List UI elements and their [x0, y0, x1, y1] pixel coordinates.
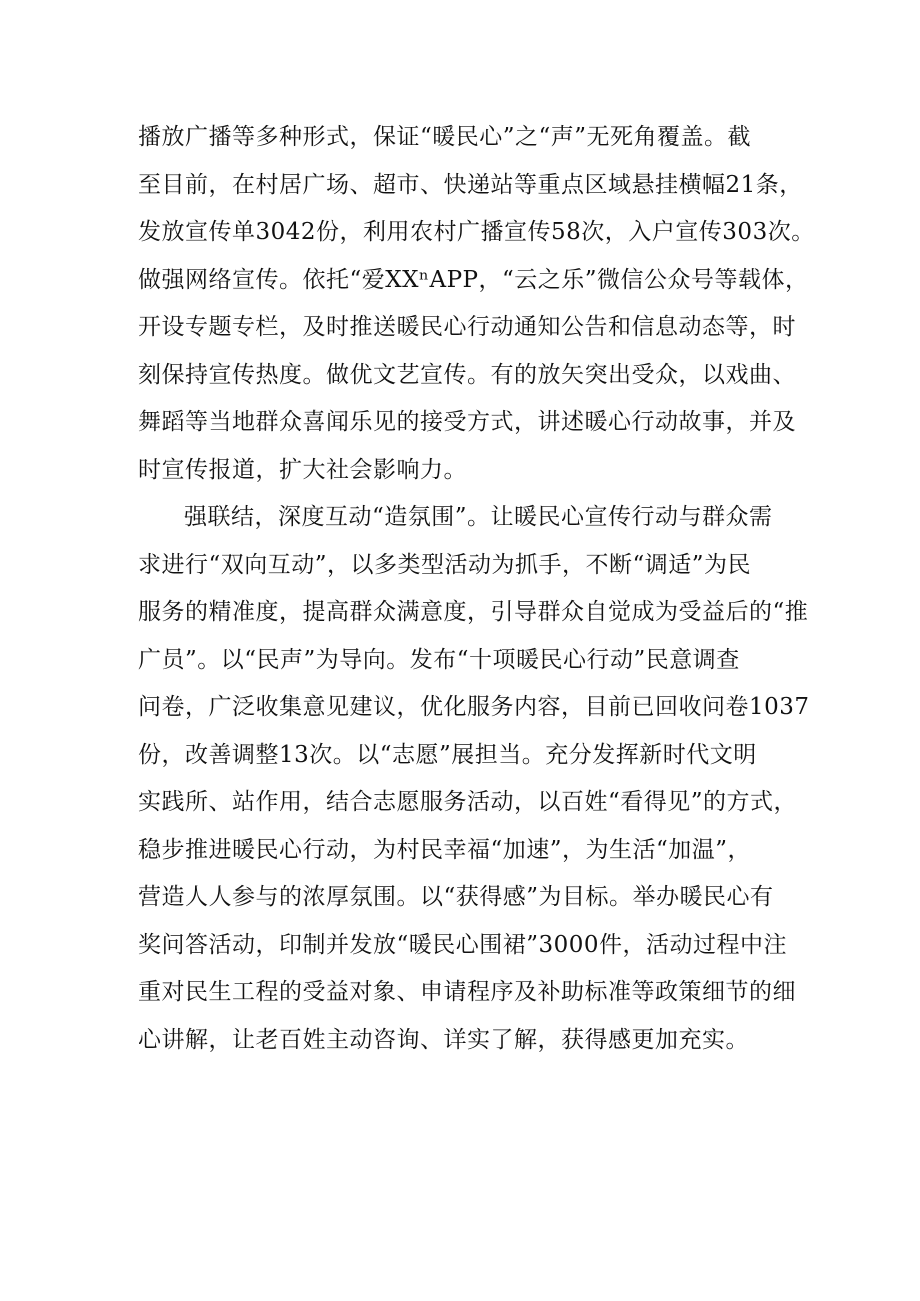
- paragraph-2: [138, 494, 810, 1064]
- text-line: 开设专题专栏，及时推送暖民心行动通知公告和信息动态等，时: [138, 314, 796, 340]
- text-line: 舞蹈等当地群众喜闻乐见的接受方式，讲述暖心行动故事，并及: [138, 409, 796, 435]
- text-line: 心讲解，让老百姓主动咨询、详实了解，获得感更加充实。: [138, 1026, 749, 1053]
- text-line: 营造人人参与的浓厚氛围。以“获得感”为目标。举办暖民心有: [138, 884, 774, 910]
- text-line: 发放宣传单3042份，利用农村广播宣传58次，入户宣传303次。: [138, 219, 815, 245]
- document-body: [138, 114, 815, 1064]
- text-line: 稳步推进暖民心行动，为村民幸福“加速”，为生活“加温”，: [138, 836, 752, 863]
- text-line: 播放广播等多种形式，保证“暖民心”之“声”无死角覆盖。截: [138, 124, 752, 150]
- paragraph-1: [138, 114, 815, 494]
- text-line: 求进行“双向互动”，以多类型活动为抓手，不断“调适”为民: [138, 551, 752, 578]
- text-line: 做强网络宣传。依托“爱XXⁿAPP，“云之乐”微信公众号等载体，: [138, 266, 809, 293]
- text-line: 服务的精准度，提高群众满意度，引导群众自觉成为受益后的“推: [138, 599, 809, 625]
- text-line: 奖问答活动，印制并发放“暖民心围裙”3000件，活动过程中注: [138, 931, 788, 958]
- text-line: 时宣传报道，扩大社会影响力。: [138, 456, 467, 483]
- text-line: 广员”。以“民声”为导向。发布“十项暖民心行动”民意调查: [138, 646, 740, 673]
- text-line: 实践所、站作用，结合志愿服务活动，以百姓“看得见”的方式，: [138, 789, 798, 815]
- text-line: 强联结，深度互动“造氛围”。让暖民心宣传行动与群众需: [184, 504, 773, 530]
- text-line: 重对民生工程的受益对象、申请程序及补助标准等政策细节的细: [138, 979, 796, 1005]
- text-line: 问卷，广泛收集意见建议，优化服务内容，目前已回收问卷1037: [138, 694, 810, 720]
- text-line: 份，改善调整13次。以“志愿”展担当。充分发挥新时代文明: [138, 741, 757, 768]
- text-line: 至目前，在村居广场、超市、快递站等重点区域悬挂横幅21条，: [138, 171, 803, 198]
- text-line: 刻保持宣传热度。做优文艺宣传。有的放矢突出受众，以戏曲、: [138, 361, 796, 388]
